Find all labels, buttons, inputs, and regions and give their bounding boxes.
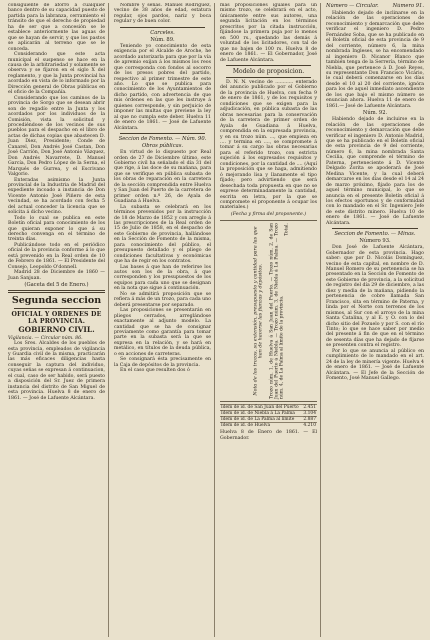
divider [8, 290, 105, 293]
rotated-table-block [220, 220, 317, 402]
section-title: Segunda seccion [11, 295, 102, 307]
subheading-minas: Seccion de Fomento. — Minas. [334, 231, 416, 238]
number-heading: Núm. 92. [362, 110, 388, 117]
table-cell: Idem de id. de La Palma al límite [220, 417, 302, 423]
paragraph: Por lo que se anuncia al público en cumplimiento de lo mandado en el art. 24 de la ley de minería vigente. Huelva 4 de enero de 1861. — José de Lafuente Alcántara. — El Jefe de la Sección de Fomento, José Manuel Gallego. [326, 348, 424, 382]
model-title: Modelo de proposicion. [232, 67, 305, 75]
paragraph: Nombre y señas. Manuel Rodríguez, vecino de 38 años de edad, estatura regular, ojos pardos, nariz y boca regular y de buen color. [114, 3, 211, 25]
paragraph: Don José de Lafuente Alcántara, Gobernador de esta provincia. Hago saber: que por D. Nicolás Domínguez, vecino de esta capital, en nombre de D. Manuel Romero de su pertenencia se ha presentado en la Sección de Fomento de este Gobierno de provincia, a la solicitud de registro del día 29 de diciembre, a las diez y media de la mañana, pidiendo la pertenencia de cobre llamada San Francisco, sita en término de Paterna, y linda por el Norte con terrenos de los mismos, al Sur con el arroyo de la mina Santa Catalina, y al E. y O. con lo del dicho sitio del Pozuelo y por S. con el río Tinto; lo que se hace saber por medio del presente á fin de que en el término de sesenta días que ha dejado de fijarse se presenten contra el registro. [326, 245, 424, 349]
divider [14, 308, 99, 309]
column-header [326, 3, 424, 9]
rotated-table-total: Total. [284, 222, 289, 236]
paragraph: consiguiente de aforro á cualquier banco dentro de su capacidad puesto de partida para la labranza, cerramiento el tránsito de que el derecho de propiedad ha de ser que a concesión se le establece anteriormente las aguas de que se hayan de servir, y que los pastos se aplicarán al terreno que se le conceda. [8, 3, 105, 52]
table-cell: Idem de id. de San Juan del Puerto [220, 404, 302, 410]
subheading-obras: Obras públicas. [141, 143, 184, 150]
paragraph: La subasta se celebrará en los términos prevenidos por la instrucción de 18 de Marzo de 1852 y con arreglo á las prescripciones de la Real orden de 15 de Julio de 1858, en el despacho de este Gobierno de provincia, hallándose en la Sección de Fomento de la misma, para conocimiento del público, el presupuesto detallado y el pliego de condiciones facultativas y económicas que ha de regir en los contratos. [114, 204, 211, 265]
column-header-left: Número — Circular. [326, 3, 379, 9]
paragraph: Todo lo cual se publica en este Boletín oficial para conocimiento de los que quieran exponer lo que á su derecho convenga en el término de treinta días. [8, 215, 105, 243]
paragraph: No se admitirá proposición que se refiera á más de un trozo, para cada uno deberá presentarse por separado. [114, 291, 211, 308]
paragraph: En el caso que resulten dos ó [120, 368, 190, 374]
circular-heading: Vigilancia. — Circular núm. 86. [8, 335, 83, 341]
table-row [220, 423, 317, 429]
column-1 [5, 3, 109, 637]
paragraph: Habiendo dejado de incluirse en la relación de las operaciones de reconocimiento y demarcación que debe verificar el ingeniero D. Antonio Madrid, que se ha publicado en el Boletín oficial de esta provincia de 9 del corriente, número 6, la mina nombrada Santa Cecilia, que comprende el término de Paterna, perteneciente á D. Vicente Delgado Zorita se apoderará de José Medina Vicente, y la cual deberá demarcarse en los días desde el 14 al 24 de marzo próximo, fijado para los de aquel término municipal, lo que se anuncia en el presente Boletín oficial á los efectos oportunos y de conformidad con lo mandado en el Sr. Ingeniero Jefe de este distrito minero. Huelva 10 de enero de 1861. — José de Lafuente Alcántara. [326, 117, 424, 226]
paragraph: Considerando que este acta municipal el suspenso se hace en la causa de la arbitrariedad y solamente se observa y se fijaron en el siglo X del reglamento, y que la Junta provincial ha acordado en vista de lo informado por la Dirección general de Obras públicas en el oficio de la Compañía. [8, 52, 105, 96]
table-cell: 2.451 [303, 404, 316, 410]
divider [332, 228, 418, 229]
paragraph: Las proposiciones se presentarán en pliegos cerrados, arreglándose exactamente al adjunto modelo. La cantidad que se ha de consignar previamente como garantía para tomar parte en la subasta será la que se expresa en la relación, y se hará en metálico, en títulos de la deuda pública, o en acciones de carreteras. [114, 308, 211, 357]
paragraph: Considerando que los caminos de la provincia de Sorgo que se desean abrir son de regadío entre la Junta y los acordados por los individuos de la Comisión, vista la solicitud y procediéndose de los vecinos de sus pueblos para el despacho en el libro de actas de dichas copias que abastecen D. Juan Diez, Presidente; Conde de Canarel, Don Andrés José Castan, Don José Carrión, Don José Antonio Vázquez, Don Andrés Navarrete, D. Manuel García, Don Pedro López de la Serna, el Marqués de Gurrea, y el Escrivano Valgorio. [8, 95, 105, 178]
signature-line: (Fecha y firma del proponente.) [230, 211, 307, 217]
paragraph: más proposiciones iguales para un mismo trozo, se celebrará en el acto, únicamente entre sus autores, una segunda licitación en los términos prescritos por la citada instrucción, fijándose la primera puja por lo menos en 500 rs., quedando las demás á voluntad de los licitadores, con tal de que no bajen de 100 rs. Huelva 8 de enero de 1861. — El Gobernador, José de Lafuente Alcántara. [220, 3, 317, 63]
rotated-table-body: Trozo núm. 1, de Huelva á San Juan del Puerto. — Trozo núm. 2, de San Juan del Puerto á Niebla. — Trozo núm. 3, de Niebla á La Palma. — Trozo núm. 4, de La Palma al límite de la provincia. [268, 222, 284, 399]
footer-line: Huelva 8 de Enero de 1861. — El Gobernador. [220, 430, 317, 441]
table-row [220, 404, 317, 410]
signature-line: Madrid 28 de Diciembre de 1860 — Juan Sanjuan. [8, 270, 105, 281]
paragraph: Se consignará ésta precisamente en la Caja de depósitos de la provincia. [114, 357, 211, 368]
number-heading: Núm. 89. [150, 36, 175, 43]
gobierno-heading: GOBIERNO CIVIL. [18, 325, 95, 335]
paragraph: Habiendo dejado de inclinarse en la relación de las operaciones de reconocimiento y demarcación que debe verificar el ingeniero D. Pedro Fernández Soba, que se ha publicado en el Boletín oficial de esta provincia de 9 del corriente, número 6, la mina nombrada Ingleses, se ha encomendado al ingeniero D. Nicanor Blanco que también tenga de la Serrería, término de Niebla, que pertenece á D. José Reyes, su representante Don Francisco Vicário, le cual deberá comenzarse en los días desde el 10 al 20 del corriente, ignóra para los de aquel inmediato ascendiente de los que bajo el mismo número se enuncian ahora. Huelva 11 de enero de 1861.— José de Lafuente Alcántara. [326, 11, 424, 109]
rotated-table-header: Nota de los trozos, su extensión, presupuesto y cantidad para las que han de hacerse las fianzas y depósitos. [252, 226, 264, 396]
column-header-right: Número 91. [392, 3, 424, 9]
paragraph: Enteradas asimismo la Junta provincial de la Industria de Madrid del expediente incoado a instancia de Don Vicente Antonio José Piñero de esta vecindad, se ha acordado con fecha 5 del actual conceder la licencia que se solicita á dicho vecino. [8, 177, 105, 216]
rotated-table [248, 223, 289, 399]
paragraph: D. N. N. vecino de ............ enterado del anuncio publicado por el Gobierno de la provincia de Huelva, con fecha 9 de enero de 1861, y de los requisitos y condiciones que se exigen para la adjudicación, en pública subasta de las obras necesarias para la conservación de la carretera de primer orden de Ayala de Guadiana á Huelva, comprendida en la expresada provincia, y en su trozo núm. ..., que empieza en .... y termina en ...., se compromete á tomar á su cargo las obras necesarias para el referido trozo, con estricta sujeción á los expresados requisitos y condiciones, por la cantidad de .... (Aquí la proposición que se haga, admitiendo ó mejorando lisa y llanamente el tipo fijado; pero advirtiendo que será desechada toda propuesta en que no se exprese determinadamente la cantidad, escrita en letra, por la que se compromete el proponente á ocupar los materiales.) [220, 79, 317, 211]
column-4 [323, 3, 427, 637]
table-cell: 4.210 [303, 423, 316, 429]
table-cell: Idem de id. de Huelva [220, 423, 302, 429]
subheading-fomento: Seccion de Fomento. — Núm. 90. [118, 136, 207, 143]
paragraph: Los Sres. Alcaldes de los pueblos de esta provincia, empleados de vigilancia y Guardia civil de la misma, practicarán las más eficaces diligencias hasta conseguir la captura del individuo, cuyas señas se expresan á continuacion, el cual, caso de ser habido, será puesto a disposición del Sr. Juez de primera instancia del distrito de San Miguel de esta provincia. Huelva 8 de enero de 1861. — José de Lafuente Alcántara. [8, 341, 105, 401]
subheading-carceles: Carceles. [150, 29, 175, 36]
paragraph: En virtud de lo dispuesto por Real orden de 27 de Diciembre último, este Gobierno civil ha señalado el día 31 del que rige, á las doce de su mañana, para que se verifique en pública subasta de los obras de reparación en la carretera de la sección comprendida entre Huelva y San Juan del Puerto de la carretera de primer orden n.º 26, de Ayala de Guadiana á Huelva. [114, 150, 211, 205]
table-row [220, 417, 317, 423]
table-cell: 2.887 [303, 417, 316, 423]
source-note: (Gaceta del 5 de Enero.) [24, 282, 89, 289]
paragraph: Teniendo yo conocimiento de esta exigencia por el Alcalde de Aroche, he acordado autorizarla para que por la vía de apremio exijan á los mismos los reos que corresponda con fondos al socorro de los presos pobres del partido, respectivo al primer trimestre de este año. Lo que se publica para conocimiento de los Ayuntamientos de dicho partido, con advertencia de que mis órdenes en las que les instruye á quienes corresponde, y sin perjuicio de imponer las multas que previene la ley al que no cumpla este deber. Huelva 11 de enero de 1861. — José de Lafuente Alcántara. [114, 43, 211, 131]
divider [120, 133, 205, 134]
divider [120, 27, 205, 28]
section-subtitle: OFICIAL Y ORDENES DE LA PROVINCIA. [11, 311, 102, 326]
paragraph: Las bases á que han de referirse los autos son los de la obra, á que corresponden y los presupuestos de los equipos para cada uno que se designan en la nota que sigue á continuación. [114, 264, 211, 292]
divider [226, 77, 311, 78]
column-2 [111, 3, 215, 637]
divider [226, 65, 311, 66]
paragraph: Publicándose todo en el periódico oficial de la provincia conforme á lo que está prevenido en la Real orden de 10 de Febrero de 1861. — El Presidente del Consejo, Leopoldo O'donnell. [8, 242, 105, 270]
table-cell: 3.104 [303, 410, 316, 416]
column-3 [217, 3, 321, 637]
table-row [220, 410, 317, 416]
number-heading: Número 93. [359, 238, 391, 245]
table-cell: Idem de id. de Niebla á La Palma [220, 410, 302, 416]
summary-table [220, 404, 317, 428]
